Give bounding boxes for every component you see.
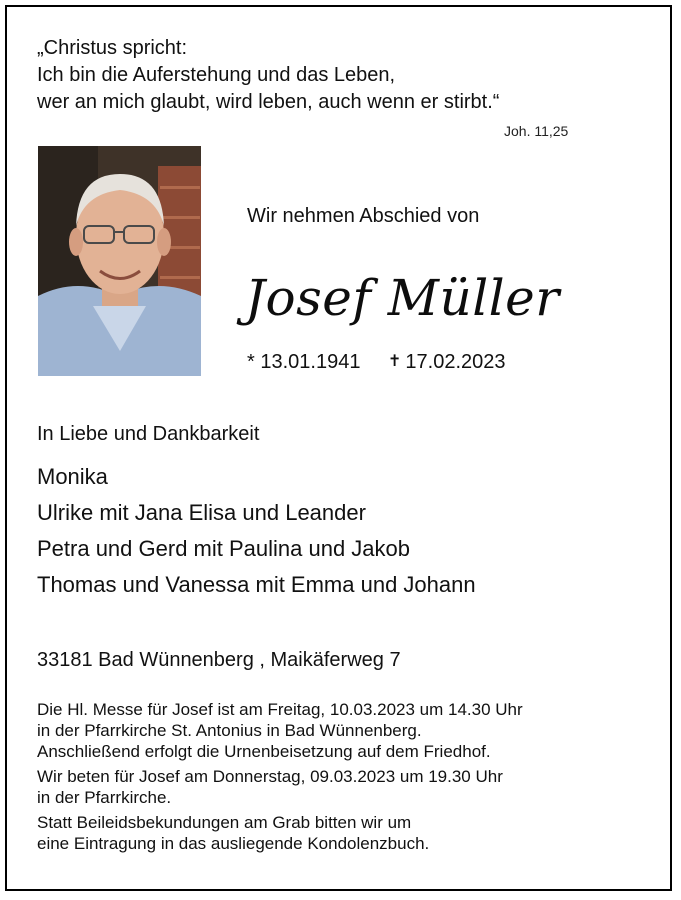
cross-icon: ✝ — [388, 353, 402, 370]
note-line: Wir beten für Josef am Donnerstag, 09.03.2023 um 19.30 Uhr — [37, 767, 503, 786]
note-line: in der Pfarrkirche St. Antonius in Bad Wünnenberg. — [37, 721, 422, 740]
life-dates — [247, 351, 506, 374]
mourners-list — [37, 459, 476, 603]
note-line: Statt Beileidsbekundungen am Grab bitten wir um — [37, 813, 412, 832]
obituary-card — [5, 5, 672, 891]
death-date-group — [388, 351, 506, 374]
birth-date: * 13.01.1941 — [247, 351, 361, 373]
death-date: 17.02.2023 — [405, 351, 506, 373]
mourners-intro: In Liebe und Dankbarkeit — [37, 423, 260, 445]
mourner-line: Thomas und Vanessa mit Emma und Johann — [37, 572, 476, 597]
quote-line: wer an mich glaubt, wird leben, auch wenn er stirbt.“ — [37, 91, 500, 113]
service-notes — [37, 695, 657, 858]
family-address: 33181 Bad Wünnenberg , Maikäferweg 7 — [37, 649, 401, 671]
quote-line: „Christus spricht: — [37, 37, 188, 59]
note-line: Die Hl. Messe für Josef ist am Freitag, 10.03.2023 um 14.30 Uhr — [37, 700, 523, 719]
bible-quote — [37, 35, 637, 116]
note-line: eine Eintragung in das ausliegende Kondolenzbuch. — [37, 834, 430, 853]
note-line: Anschließend erfolgt die Urnenbeisetzung auf dem Friedhof. — [37, 742, 491, 761]
deceased-name: Josef Müller — [245, 269, 560, 327]
mourner-line: Ulrike mit Jana Elisa und Leander — [37, 500, 366, 525]
quote-line: Ich bin die Auferstehung und das Leben, — [37, 64, 396, 86]
mourner-line: Petra und Gerd mit Paulina und Jakob — [37, 536, 411, 561]
mourner-line: Monika — [37, 464, 108, 489]
quote-reference: Joh. 11,25 — [504, 123, 569, 139]
note-line: in der Pfarrkirche. — [37, 788, 172, 807]
farewell-intro: Wir nehmen Abschied von — [247, 205, 480, 227]
portrait-photo — [38, 146, 201, 376]
